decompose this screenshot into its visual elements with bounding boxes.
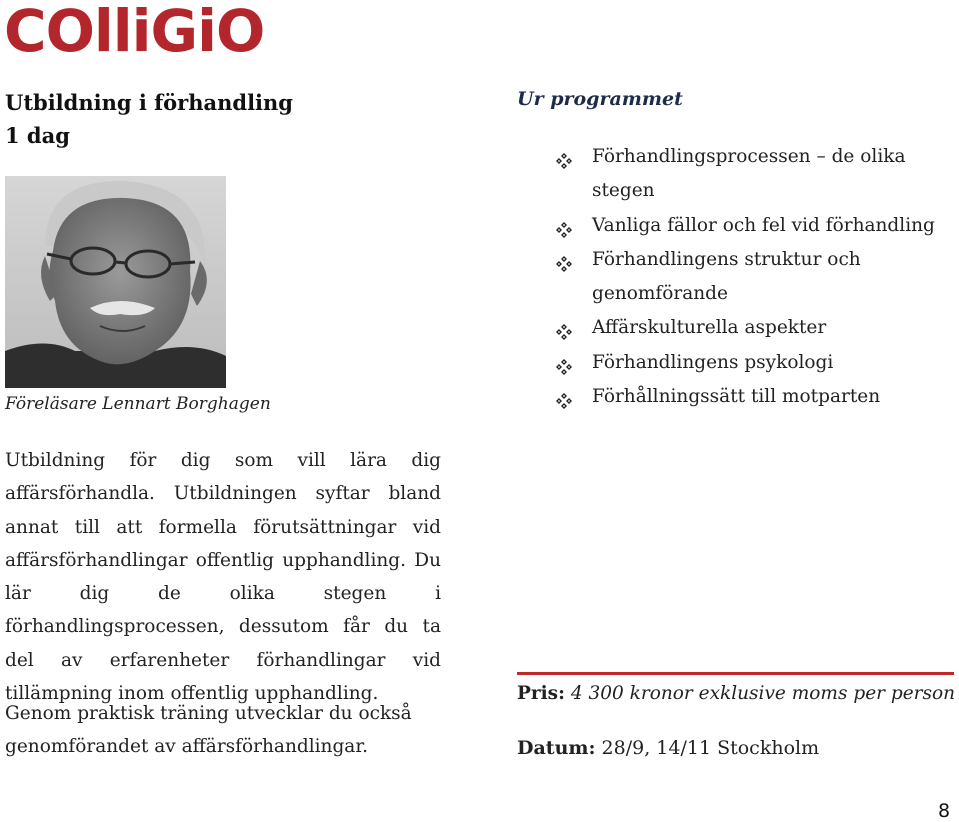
diamond-bullet-icon bbox=[555, 319, 573, 337]
programme-item: Affärskulturella aspekter bbox=[555, 311, 935, 345]
diamond-bullet-icon bbox=[555, 251, 573, 269]
red-divider bbox=[517, 672, 954, 675]
lecturer-portrait-image bbox=[5, 176, 226, 388]
programme-item: Förhandlingens struktur och genomförande bbox=[555, 243, 935, 312]
price-value: 4 300 kronor exklusive moms per person bbox=[570, 683, 956, 704]
date-value: 28/9, 14/11 Stockholm bbox=[601, 737, 820, 759]
date-line bbox=[517, 737, 819, 759]
diamond-bullet-icon bbox=[555, 354, 573, 372]
page-number: 8 bbox=[938, 800, 951, 822]
programme-item: Förhållningssätt till motparten bbox=[555, 380, 935, 414]
programme-list bbox=[555, 140, 935, 414]
programme-item: Förhandlingens psykologi bbox=[555, 346, 935, 380]
diamond-bullet-icon bbox=[555, 148, 573, 166]
intro-paragraph-2: Genom praktisk träning utvecklar du också genomförandet av affärsförhandlingar. bbox=[5, 703, 412, 758]
price-line bbox=[517, 683, 955, 704]
price-label: Pris: bbox=[517, 683, 565, 704]
intro-paragraph: Utbildning för dig som vill lära dig affärsförhandla. Utbildningen syftar bland annat till att formella förutsättningar vid affärsförhandlingar offentlig upphandling. Du lär dig de olika stegen i förhandlingsprocessen, dessutom får du ta del av erfarenheter förhandlingar vid tillämpning inom offentlig upphandling. bbox=[5, 450, 441, 705]
colligio-logo: COlliGiO bbox=[4, 0, 265, 65]
lecturer-photo bbox=[5, 176, 226, 388]
course-title: Utbildning i förhandling bbox=[5, 90, 293, 115]
diamond-bullet-icon bbox=[555, 388, 573, 406]
programme-heading: Ur programmet bbox=[517, 88, 683, 110]
programme-item: Förhandlingsprocessen – de olika stegen bbox=[555, 140, 935, 209]
diamond-bullet-icon bbox=[555, 217, 573, 235]
date-label: Datum: bbox=[517, 737, 596, 759]
course-duration: 1 dag bbox=[5, 123, 70, 148]
photo-caption: Föreläsare Lennart Borghagen bbox=[5, 394, 271, 414]
programme-item: Vanliga fällor och fel vid förhandling bbox=[555, 209, 935, 243]
course-title-block bbox=[5, 86, 293, 152]
